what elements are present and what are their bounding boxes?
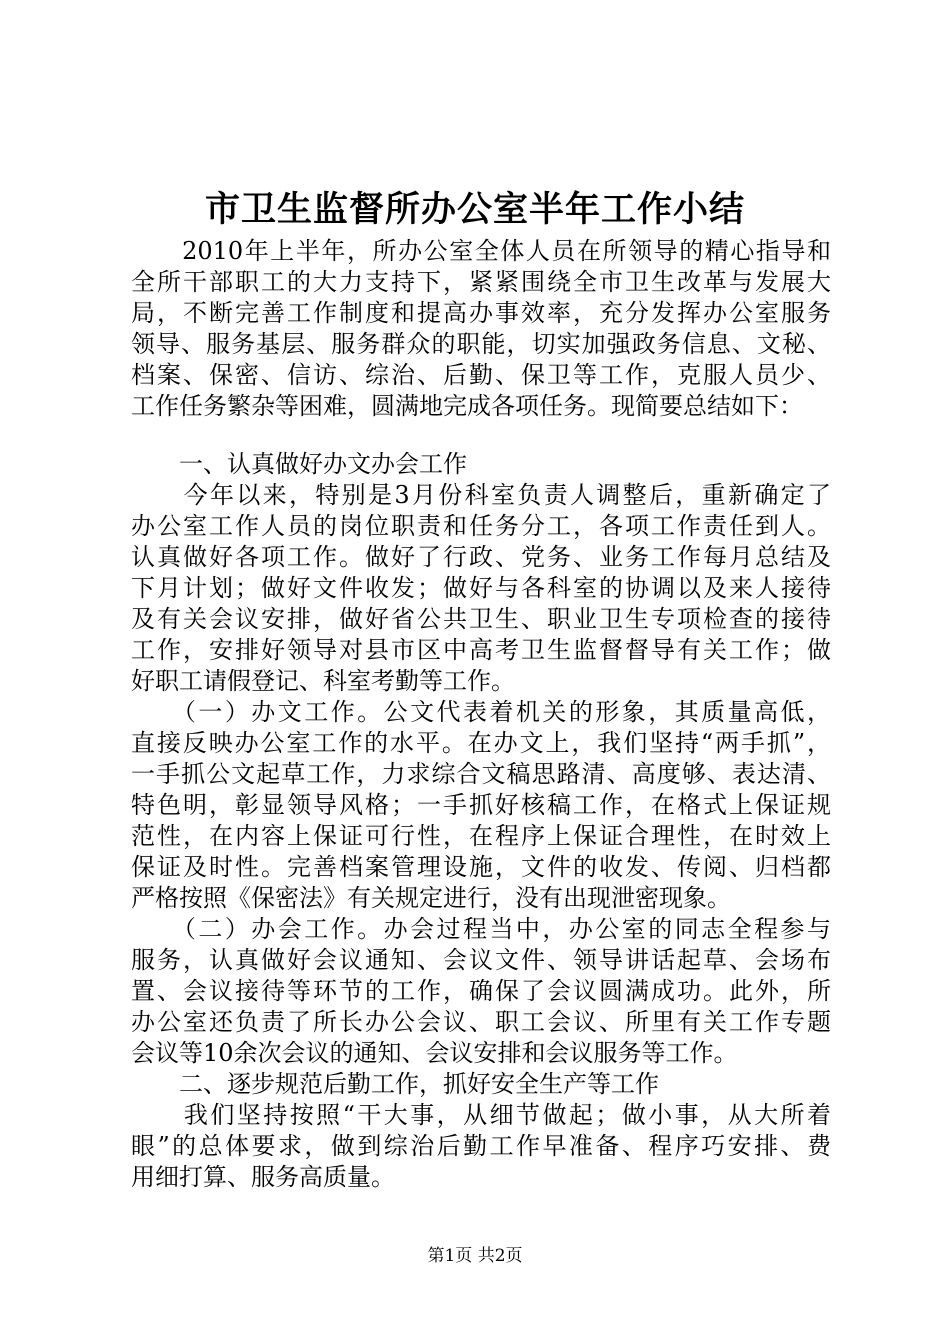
intro-paragraph <box>131 236 831 422</box>
text-line: 一手抓公文起草工作，力求综合文稿思路清、高度够、表达清、 <box>131 760 831 788</box>
section-1-paragraph <box>131 480 831 697</box>
subsection-1-paragraph <box>131 697 831 914</box>
document-body <box>131 236 831 1193</box>
section-heading-text: 二、逐步规范后勤工作，抓好安全生产等工作 <box>131 1070 659 1098</box>
text-line: 严格按照《保密法》有关规定进行，没有出现泄密现象。 <box>131 884 731 912</box>
section-heading-text: 一、认真做好办文办会工作 <box>131 450 467 478</box>
text-line: 局，不断完善工作制度和提高办事效率，充分发挥办公室服务 <box>131 299 831 327</box>
section-2-paragraph <box>131 1100 831 1193</box>
text-line: 保证及时性。完善档案管理设施，文件的收发、传阅、归档都 <box>131 853 831 881</box>
text-line: 会议等10余次会议的通知、会议安排和会议服务等工作。 <box>131 1039 738 1067</box>
text-line: 眼”的总体要求，做到综治后勤工作早准备、程序巧安排、费 <box>131 1132 831 1160</box>
text-line: 我们坚持按照“干大事，从细节做起；做小事，从大所着 <box>131 1101 831 1129</box>
text-line: 今年以来，特别是3月份科室负责人调整后，重新确定了 <box>131 481 831 509</box>
text-line: （二）办会工作。办会过程当中，办公室的同志全程参与 <box>131 915 831 943</box>
text-line: （一）办文工作。公文代表着机关的形象，其质量高低， <box>131 698 831 726</box>
paragraph-spacer <box>131 422 831 449</box>
text-line: 档案、保密、信访、综治、后勤、保卫等工作，克服人员少、 <box>131 361 831 389</box>
text-line: 特色明，彰显领导风格；一手抓好核稿工作，在格式上保证规 <box>131 791 831 819</box>
text-line: 办公室工作人员的岗位职责和任务分工，各项工作责任到人。 <box>131 512 831 540</box>
page-footer: 第1页 共2页 <box>427 1246 523 1266</box>
text-line: 范性，在内容上保证可行性，在程序上保证合理性，在时效上 <box>131 822 831 850</box>
document-title: 市卫生监督所办公室半年工作小结 <box>204 189 745 230</box>
text-line: 下月计划；做好文件收发；做好与各科室的协调以及来人接待 <box>131 574 831 602</box>
text-line: 好职工请假登记、科室考勤等工作。 <box>131 667 515 695</box>
section-2-heading <box>131 1069 831 1100</box>
text-line: 置、会议接待等环节的工作，确保了会议圆满成功。此外，所 <box>131 977 831 1005</box>
text-line: 直接反映办公室工作的水平。在办文上，我们坚持“两手抓”， <box>131 729 831 757</box>
subsection-2-paragraph <box>131 914 831 1069</box>
section-1-heading <box>131 449 831 480</box>
text-line: 工作，安排好领导对县市区中高考卫生监督督导有关工作；做 <box>131 636 831 664</box>
text-line: 认真做好各项工作。做好了行政、党务、业务工作每月总结及 <box>131 543 831 571</box>
text-line: 服务，认真做好会议通知、会议文件、领导讲话起草、会场布 <box>131 946 831 974</box>
text-line: 全所干部职工的大力支持下，紧紧围绕全市卫生改革与发展大 <box>131 268 831 296</box>
text-line: 用细打算、服务高质量。 <box>131 1163 395 1191</box>
text-line: 2010年上半年，所办公室全体人员在所领导的精心指导和 <box>131 237 831 265</box>
text-line: 领导、服务基层、服务群众的职能，切实加强政务信息、文秘、 <box>131 330 831 358</box>
text-line: 及有关会议安排，做好省公共卫生、职业卫生专项检查的接待 <box>131 605 831 633</box>
text-line: 办公室还负责了所长办公会议、职工会议、所里有关工作专题 <box>131 1008 831 1036</box>
text-line: 工作任务繁杂等困难，圆满地完成各项任务。现简要总结如下： <box>131 392 803 420</box>
